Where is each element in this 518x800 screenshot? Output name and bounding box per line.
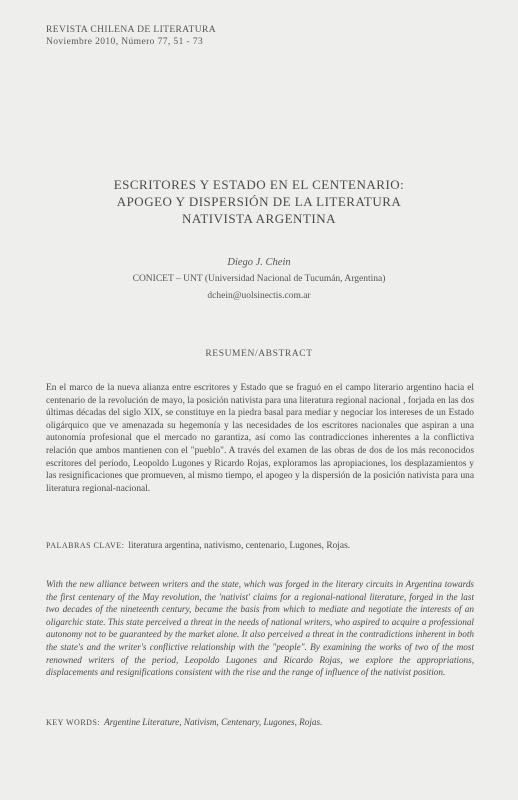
abstract-spanish: En el marco de la nueva alianza entre escritores y Estado que se fraguó en el campo literario argentino hacia el centenario de la revolución de mayo, la posición nativista para una literatura regional nacional , forjada en las dos últimas décadas del siglo XIX, se constituye en la piedra basal para mediar y negociar los intereses de un Estado oligárquico que ve amenazada su hegemonía y las necesidades de los escritores nacionales que aspiran a una autonomía profesional que el mercado no garantiza, así como las contradicciones inherentes a la conflictiva relación que ambos mantienen con el "pueblo". A través del examen de las obras de dos de los más reconocidos escritores del período, Leopoldo Lugones y Ricardo Rojas, exploramos las apropiaciones, los desplazamientos y las resignificaciones que promueven, al mismo tiempo, el apogeo y la dispersión de la posición nativista para una literatura regional-nacional. xyxy=(46,383,474,494)
abstract-heading: RESUMEN/ABSTRACT xyxy=(205,349,313,359)
issue-info: Noviembre 2010, Número 77, 51 - 73 xyxy=(46,37,204,47)
author-name: Diego J. Chein xyxy=(227,257,291,268)
journal-name: REVISTA CHILENA DE LITERATURA xyxy=(46,25,216,35)
abstract-english: With the new alliance between writers and the state, which was forged in the literary circuits in Argentina towards the first centenary of the May revolution, the 'nativist' claims for a regional-national literature, forged in the last two decades of the nineteenth century, became the basis from which to mediate and negotiate the interests of an oligarchic state. This state perceived a threat in the needs of national writers, who aspired to acquire a professional autonomy not to be guaranteed by the market alone. It also perceived a threat in the contradictions inherent in both the state's and the writer's conflictive relationship with the "people". By examining the works of two of the most renowned writers of the period, Leopoldo Lugones and Ricardo Rojas, we explore the appropriations, displacements and resignifications consistent with the rise and the range of influence of the nativist position. xyxy=(46,579,474,678)
keywords-english-value: Argentine Literature, Nativism, Centenary, Lugones, Rojas. xyxy=(104,717,323,727)
keywords-spanish-label: PALABRAS CLAVE: xyxy=(46,541,125,550)
keywords-english xyxy=(46,717,474,727)
keywords-spanish xyxy=(46,541,474,551)
running-head xyxy=(46,24,216,48)
title-line-3: NATIVISTA ARGENTINA xyxy=(182,211,336,226)
keywords-spanish-value: literatura argentina, nativismo, centenario, Lugones, Rojas. xyxy=(128,541,351,551)
title-line-2: APOGEO Y DISPERSIÓN DE LA LITERATURA xyxy=(116,194,402,209)
title-line-1: ESCRITORES Y ESTADO EN EL CENTENARIO: xyxy=(113,177,405,192)
article-title xyxy=(40,176,478,227)
author-affiliation: CONICET – UNT (Universidad Nacional de Tucumán, Argentina) xyxy=(132,274,386,284)
keywords-english-label: KEY WORDS: xyxy=(46,718,101,727)
author-email: dchein@uolsinectis.com.ar xyxy=(207,291,311,301)
